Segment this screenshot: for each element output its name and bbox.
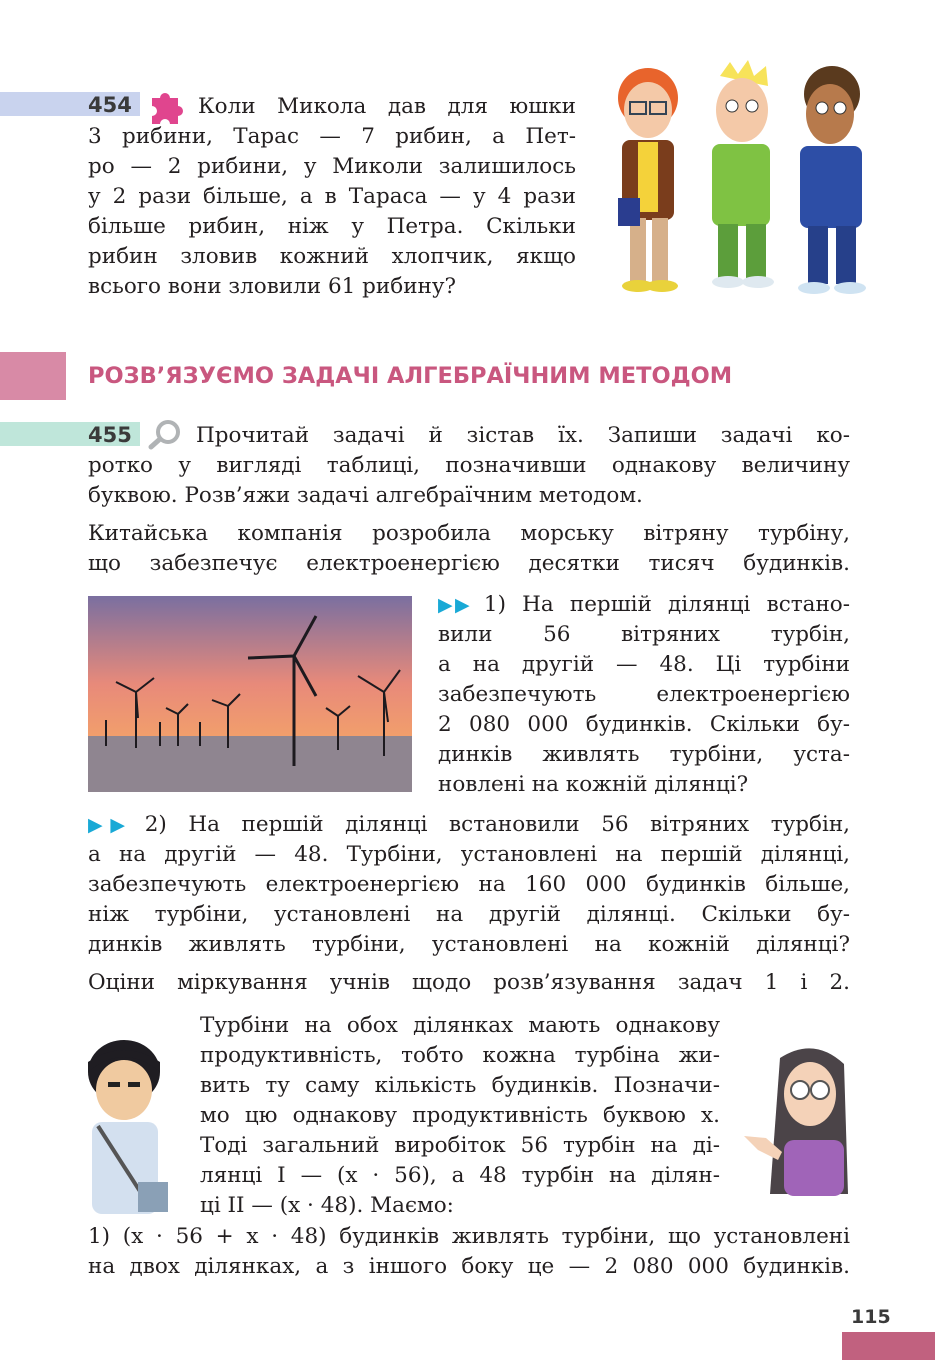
reasoning-line: вить ту саму кількість будинків. Позначи- bbox=[200, 1073, 720, 1098]
reasoning-line: лянці I — (x · 56), а 48 турбін на ділян- bbox=[200, 1163, 720, 1188]
task-454-line: всього вони зловили 61 рибину? bbox=[88, 274, 457, 299]
conclusion-text bbox=[88, 1222, 850, 1282]
reasoning-line: Турбіни на обох ділянках мають однакову bbox=[200, 1013, 720, 1038]
problem-1-line: вили 56 вітряних турбін, bbox=[438, 622, 850, 647]
problem-2-line: а на другій — 48. Турбіни, установлені на першій ділянці, bbox=[88, 842, 850, 867]
section-title: РОЗВ’ЯЗУЄМО ЗАДАЧІ АЛГЕБРАЇЧНИМ МЕТОДОМ bbox=[88, 363, 733, 389]
reasoning-text bbox=[200, 1011, 720, 1221]
problem-1-line: 2 080 000 будинків. Скільки бу- bbox=[438, 712, 850, 737]
evaluate-instruction: Оціни міркування учнів щодо розв’язування задач 1 і 2. bbox=[88, 970, 850, 995]
context-line: Китайська компанія розробила морську вітряну турбіну, bbox=[88, 521, 850, 546]
problem-2-line: динків живлять турбіни, установлені на кожній ділянці? bbox=[88, 932, 850, 957]
problem-2 bbox=[88, 810, 850, 960]
section-heading-band bbox=[0, 352, 66, 400]
task-454-line: у 2 рази більше, а в Тараса — у 4 рази bbox=[88, 184, 576, 209]
problem-2-line: ▶▶ 2) На першій ділянці встановили 56 вітряних турбін, bbox=[88, 812, 850, 837]
double-arrow-icon: ▶▶ bbox=[438, 594, 472, 616]
girl-with-glasses-illustration bbox=[740, 1040, 860, 1200]
task-455-intro bbox=[88, 421, 850, 511]
task-455-intro-line: буквою. Розв’яжи задачі алгебраїчним методом. bbox=[88, 483, 643, 508]
problem-1 bbox=[438, 590, 850, 800]
conclusion-line: 1) (x · 56 + x · 48) будинків живлять турбіни, що установлені bbox=[88, 1224, 850, 1249]
problem-1-line: новлені на кожній ділянці? bbox=[438, 772, 749, 797]
problem-1-line: ▶▶ 1) На першій ділянці встано- bbox=[438, 592, 850, 617]
task-455-intro-line: Прочитай задачі й зістав їх. Запиши задачі ко- bbox=[196, 423, 850, 448]
task-number-455: 455 bbox=[88, 423, 132, 447]
task-454-line: Коли Микола дав для юшки bbox=[198, 94, 576, 119]
task-455-intro-line: ротко у вигляді таблиці, позначивши однакову величину bbox=[88, 453, 850, 478]
task-455-context bbox=[88, 519, 850, 579]
problem-1-line: динків живлять турбіни, уста- bbox=[438, 742, 850, 767]
three-boys-illustration bbox=[600, 58, 890, 303]
problem-1-line: забезпечують електроенергією bbox=[438, 682, 850, 707]
page-number: 115 bbox=[851, 1306, 891, 1328]
task-454-line: рибин зловив кожний хлопчик, якщо bbox=[88, 244, 576, 269]
reasoning-line: мо цю однакову продуктивність буквою x. bbox=[200, 1103, 720, 1128]
task-454-line: 3 рибини, Тарас — 7 рибин, а Пет- bbox=[88, 124, 576, 149]
wind-turbines-photo bbox=[88, 596, 412, 792]
task-454-line: більше рибин, ніж у Петра. Скільки bbox=[88, 214, 576, 239]
double-arrow-icon: ▶▶ bbox=[88, 814, 133, 836]
problem-2-line: забезпечують електроенергією на 160 000 будинків більше, bbox=[88, 872, 850, 897]
reasoning-line: продуктивність, тобто кожна турбіна жи- bbox=[200, 1043, 720, 1068]
context-line: що забезпечує електроенергією десятки тисяч будинків. bbox=[88, 551, 850, 576]
task-number-454: 454 bbox=[88, 93, 132, 117]
problem-1-line: а на другій — 48. Ці турбіни bbox=[438, 652, 850, 677]
reasoning-line: Тоді загальний виробіток 56 турбін на ді- bbox=[200, 1133, 720, 1158]
reasoning-line: ці II — (x · 48). Маємо: bbox=[200, 1193, 454, 1218]
task-454-line: ро — 2 рибини, у Миколи залишилось bbox=[88, 154, 576, 179]
page-number-band bbox=[842, 1332, 935, 1360]
problem-2-line: ніж турбіни, установлені на другій ділянці. Скільки бу- bbox=[88, 902, 850, 927]
task-454-text bbox=[88, 92, 576, 302]
boy-with-bag-illustration bbox=[72, 1032, 184, 1222]
conclusion-line: на двох ділянках, а з іншого боку це — 2 080 000 будинків. bbox=[88, 1254, 850, 1279]
